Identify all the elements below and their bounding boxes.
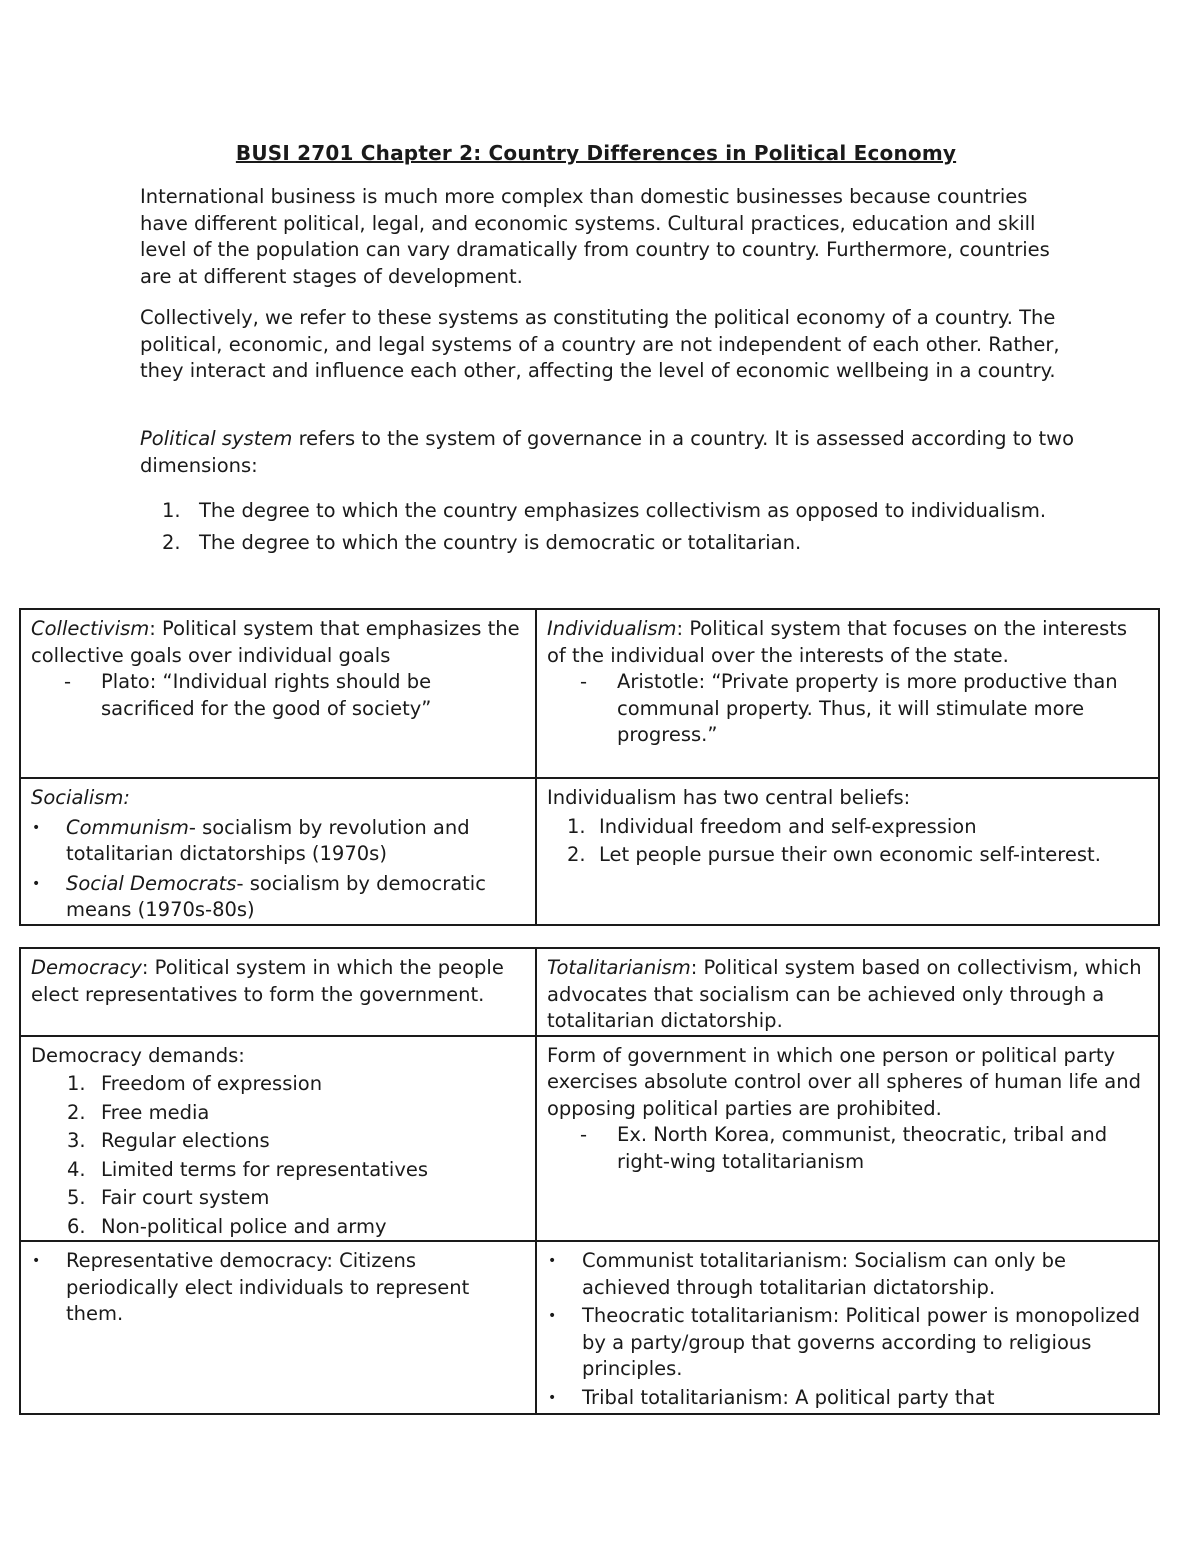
dash-marker: -	[580, 1123, 588, 1146]
democracy-types-list	[31, 1248, 525, 1328]
government-form-cell	[536, 1036, 1159, 1242]
dimensions-list	[140, 498, 1100, 561]
list-item	[140, 498, 1100, 525]
list-item-text: Communist totalitarianism: Socialism can only be achieved through totalitarian dictatorship.	[582, 1249, 1066, 1299]
democracy-types-cell	[20, 1241, 536, 1414]
beliefs-list	[547, 814, 1148, 869]
individualism-beliefs-cell	[536, 778, 1159, 925]
democracy-cell	[20, 948, 536, 1036]
democracy-demands-list	[31, 1071, 525, 1240]
list-number: 6.	[67, 1214, 86, 1238]
government-example-list	[547, 1122, 1148, 1175]
totalitarianism-definition-text: : Political system based on collectivism, which advocates that socialism can be achieved only through a totalitarian dictatorship.	[547, 956, 1142, 1032]
list-item	[31, 815, 525, 868]
individualism-quote-list	[547, 669, 1148, 749]
list-number: 1.	[567, 814, 586, 838]
bullet-marker: •	[548, 1389, 557, 1406]
collectivism-quote-list	[31, 669, 525, 722]
bullet-marker: •	[32, 875, 41, 892]
list-item	[140, 530, 1100, 557]
list-item-text: Regular elections	[101, 1129, 270, 1152]
list-item-text: The degree to which the country is democratic or totalitarian.	[199, 530, 802, 554]
collectivism-cell	[20, 609, 536, 778]
government-example: Ex. North Korea, communist, theocratic, tribal and right-wing totalitarianism	[617, 1123, 1108, 1173]
list-item	[547, 669, 1148, 749]
list-number: 1.	[162, 499, 181, 522]
totalitarianism-term: Totalitarianism	[547, 956, 691, 979]
plato-quote: Plato: “Individual rights should be sacrificed for the good of society”	[101, 670, 432, 720]
bullet-marker: •	[548, 1308, 557, 1324]
list-item	[31, 871, 525, 924]
page-title: BUSI 2701 Chapter 2: Country Differences in Political Economy	[235, 141, 957, 165]
list-item	[31, 1071, 525, 1098]
list-item	[547, 1303, 1148, 1383]
government-form-text: Form of government in which one person or political party exercises absolute control over all spheres of human life and opposing political parties are prohibited.	[547, 1043, 1141, 1120]
list-item-text: Theocratic totalitarianism: Political power is monopolized by a party/group that governs according to religious principles.	[582, 1304, 1140, 1380]
list-item-text: Individual freedom and self-expression	[599, 814, 977, 838]
bullet-marker: •	[32, 1253, 41, 1269]
list-item-text: The degree to which the country emphasizes collectivism as opposed to individualism.	[199, 499, 1047, 522]
list-item	[31, 669, 525, 722]
socialism-cell	[20, 778, 536, 925]
democracy-definition	[31, 955, 525, 1008]
collectivism-definition	[31, 616, 525, 669]
list-item-text: Limited terms for representatives	[101, 1157, 429, 1181]
list-item-text: Tribal totalitarianism: A political party that	[582, 1385, 995, 1409]
list-item	[547, 814, 1148, 841]
intro-paragraph: International business is much more complex than domestic businesses because countries have different political, legal, and economic systems. Cultural practices, education and skill level of the population can vary dramatically from country to country. Furthermore, countries are at different stages of development.	[140, 185, 1050, 288]
list-item	[31, 1100, 525, 1127]
list-item	[31, 1157, 525, 1184]
democracy-demands-cell	[20, 1036, 536, 1242]
list-item-text: Fair court system	[101, 1186, 270, 1209]
socialism-heading: Socialism:	[31, 786, 130, 809]
political-system-term: Political system	[140, 427, 293, 450]
political-system-paragraph	[140, 426, 1080, 479]
list-item	[547, 842, 1148, 869]
list-number: 4.	[67, 1157, 86, 1181]
totalitarian-types-cell	[536, 1241, 1159, 1414]
list-item-text: Representative democracy: Citizens periodically elect individuals to represent them.	[66, 1249, 470, 1325]
list-number: 2.	[162, 530, 181, 554]
totalitarianism-definition	[547, 955, 1148, 1035]
dash-marker: -	[64, 670, 72, 693]
democracy-demands-heading: Democracy demands:	[31, 1043, 245, 1067]
individualism-cell	[536, 609, 1159, 778]
dash-marker: -	[580, 670, 588, 693]
social-democrats-term: Social Democrats	[66, 871, 237, 895]
totalitarian-types-list	[547, 1248, 1148, 1411]
list-item	[31, 1248, 525, 1328]
collectivism-term: Collectivism	[31, 617, 150, 640]
list-number: 1.	[67, 1072, 86, 1095]
beliefs-heading: Individualism has two central beliefs:	[547, 786, 911, 809]
list-item	[547, 1385, 1148, 1412]
list-item-text: - socialism by democratic means (1970s-80s)	[66, 871, 486, 921]
list-item	[547, 1248, 1148, 1301]
democracy-totalitarianism-table	[19, 947, 1160, 1415]
communism-term: Communism	[66, 815, 189, 839]
bullet-marker: •	[32, 819, 41, 836]
collectivism-definition-text: : Political system that emphasizes the collective goals over individual goals	[31, 617, 520, 667]
list-number: 2.	[67, 1100, 86, 1124]
political-economy-paragraph: Collectively, we refer to these systems as constituting the political economy of a country. The political, economic, and legal systems of a country are not independent of each other. Rather, they interact and influence each other, affecting the level of economic wellbeing in a country.	[140, 306, 1060, 382]
socialism-list	[31, 815, 525, 924]
list-item	[547, 1122, 1148, 1175]
individualism-definition	[547, 616, 1148, 669]
political-system-definition: refers to the system of governance in a country. It is assessed according to two dimensions:	[140, 427, 1075, 477]
totalitarianism-cell	[536, 948, 1159, 1036]
list-number: 2.	[567, 843, 586, 866]
bullet-marker: •	[548, 1253, 557, 1269]
democracy-definition-text: : Political system in which the people elect representatives to form the government.	[31, 956, 504, 1006]
list-item-text: Non-political police and army	[101, 1214, 387, 1238]
list-number: 5.	[67, 1186, 86, 1209]
list-item	[31, 1185, 525, 1212]
list-item-text: Free media	[101, 1100, 210, 1124]
individualism-definition-text: : Political system that focuses on the interests of the individual over the interests of the state.	[547, 617, 1128, 667]
aristotle-quote: Aristotle: “Private property is more productive than communal property. Thus, it will stimulate more progress.”	[617, 670, 1118, 746]
individualism-term: Individualism	[547, 617, 677, 640]
list-item-text: - socialism by revolution and totalitarian dictatorships (1970s)	[66, 815, 470, 865]
list-item	[31, 1128, 525, 1155]
collectivism-individualism-table	[19, 608, 1160, 926]
list-item	[31, 1214, 525, 1241]
democracy-term: Democracy	[31, 956, 142, 979]
list-item-text: Freedom of expression	[101, 1072, 323, 1095]
list-number: 3.	[67, 1129, 86, 1152]
list-item-text: Let people pursue their own economic self-interest.	[599, 843, 1101, 866]
